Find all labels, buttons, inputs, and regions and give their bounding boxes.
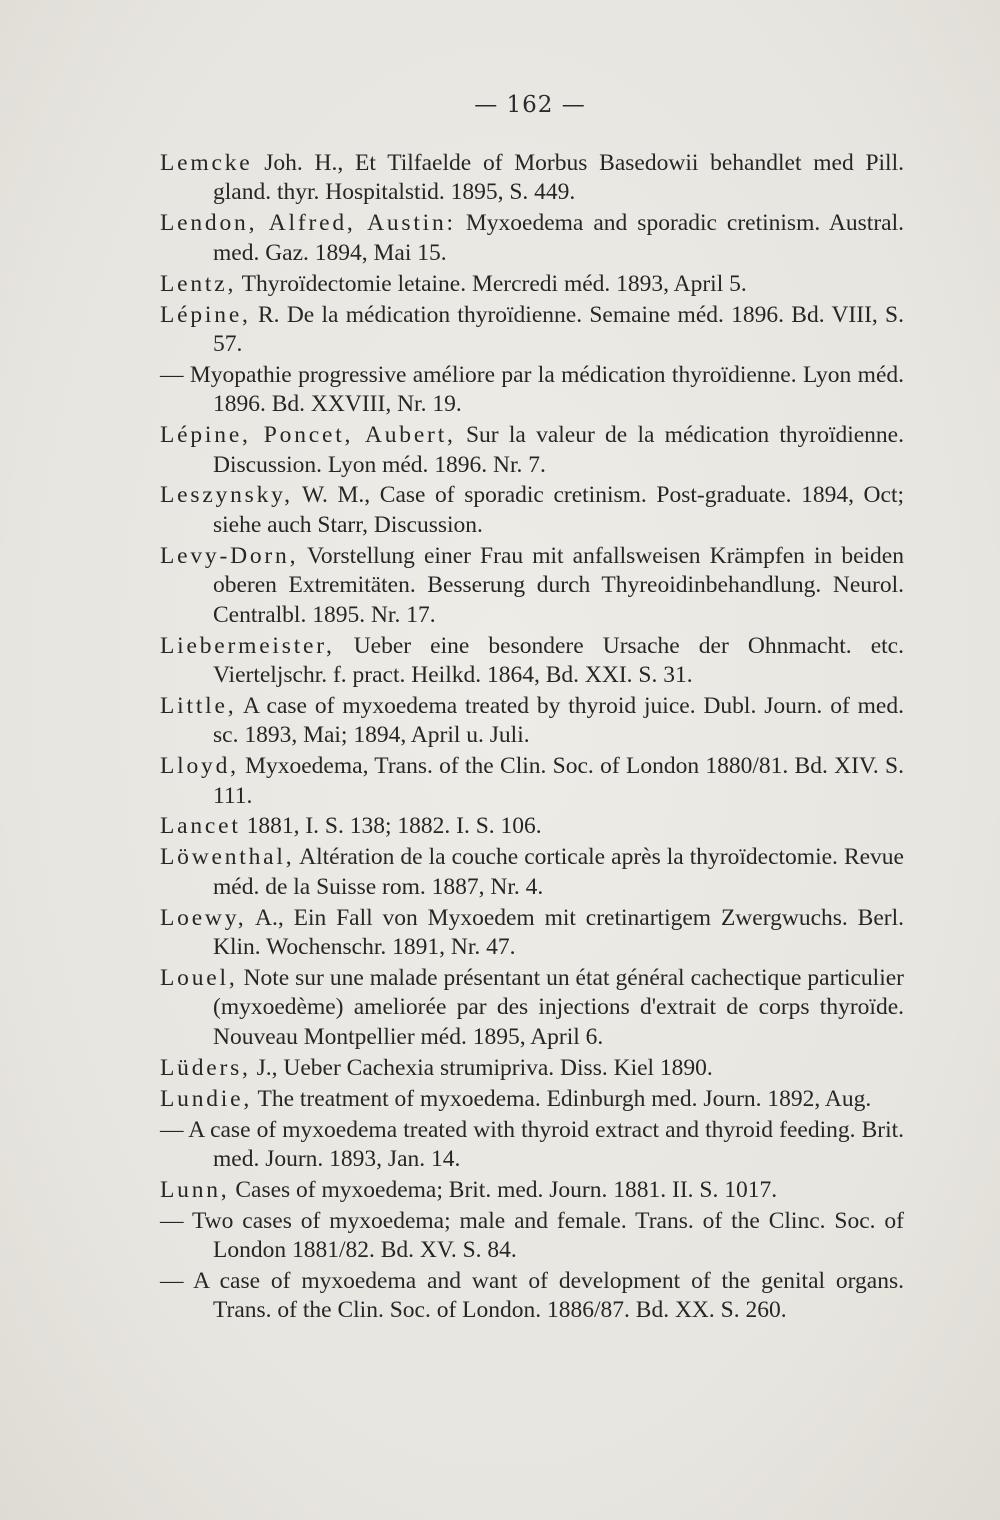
bibliography-entry [160,964,904,1052]
bibliography-entry [160,209,904,268]
entry-author: Lundie, [160,1085,253,1112]
entry-text: W. M., Case of sporadic cretinism. Post-graduate. 1894, Oct; siehe auch Starr, Discussion. [213,482,904,538]
entry-text: Myxoedema and sporadic cretinism. Austral. med. Gaz. 1894, Mai 15. [213,210,904,266]
entry-author: Little, [160,692,237,719]
bibliography-entry [160,1054,904,1083]
entry-text: Note sur une malade présentant un état général cachectique particulier (myxoedème) ameliorée par des injections d'extrait de corps thyroïde. Nouveau Montpellier méd. 1895, April 6. [213,964,904,1050]
entry-text: R. De la médication thyroïdienne. Semaine méd. 1896. Bd. VIII, S. 57. [213,301,904,357]
bibliography-entry [160,904,904,963]
entry-text: Thyroïdectomie letaine. Mercredi méd. 1893, April 5. [236,270,747,297]
entry-author: Löwenthal, [160,844,295,871]
entry-author: Loewy, [160,904,247,931]
entry-text: — A case of myxoedema treated with thyroid extract and thyroid feeding. Brit. med. Journ. 1893, Jan. 14. [160,1116,904,1172]
entry-author: Lancet [160,813,241,840]
bibliography-entry [160,692,904,751]
entry-text: Altération de la couche corticale après la thyroïdectomie. Revue méd. de la Suisse rom. 1887, Nr. 4. [213,844,904,900]
bibliography-entry [160,1176,904,1205]
bibliography-entry [160,1267,904,1326]
bibliography-entry [160,481,904,540]
entry-author: Leszynsky, [160,482,293,509]
bibliography-entry [160,1207,904,1266]
entry-text: — Two cases of myxoedema; male and female. Trans. of the Clinc. Soc. of London 1881/82. Bd. XV. S. 84. [160,1207,904,1264]
entry-text: A., Ein Fall von Myxoedem mit cretinartigem Zwergwuchs. Berl. Klin. Wochenschr. 1891, Nr. 47. [213,904,904,961]
bibliography-entry [160,1116,904,1175]
entry-author: Lemcke [160,150,253,176]
entry-text: The treatment of myxoedema. Edinburgh med. Journ. 1892, Aug. [252,1085,872,1112]
entry-text: Ueber eine besondere Ursache der Ohnmacht. etc. Vierteljschr. f. pract. Heilkd. 1864, Bd. XXI. S. 31. [213,632,904,688]
entry-author: Louel, [160,964,238,991]
bibliography-list [160,149,904,1327]
entry-author: Lépine, [160,301,251,328]
entry-author: Lendon, Alfred, Austin: [160,210,456,237]
bibliography-entry [160,1085,904,1114]
bibliography-entry [160,361,904,420]
bibliography-entry [160,843,904,902]
bibliography-entry [160,301,904,360]
entry-author: Liebermeister, [160,632,335,659]
bibliography-entry [160,270,904,299]
entry-text: Cases of myxoedema; Brit. med. Journ. 1881. II. S. 1017. [229,1176,778,1203]
entry-author: Lépine, Poncet, Aubert, [160,422,456,449]
bibliography-entry [160,812,904,841]
entry-author: Lloyd, [160,753,239,780]
entry-text: Myxoedema, Trans. of the Clin. Soc. of London 1880/81. Bd. XIV. S. 111. [213,753,904,809]
entry-author: Levy-Dorn, [160,542,299,569]
entry-text: Sur la valeur de la médication thyroïdienne. Discussion. Lyon méd. 1896. Nr. 7. [213,422,904,478]
entry-text: J., Ueber Cachexia strumipriva. Diss. Kiel 1890. [250,1054,713,1081]
entry-text: — Myopathie progressive améliore par la médication thyroïdienne. Lyon méd. 1896. Bd. XXVIII, Nr. 19. [160,361,904,418]
bibliography-entry [160,632,904,691]
bibliography-entry [160,421,904,480]
page-number: — 162 — [474,92,586,118]
entry-text: Vorstellung einer Frau mit anfallsweisen Krämpfen in beiden oberen Extremitäten. Besserung durch Thyreoidinbehandlung. Neurol. Centralbl. 1895. Nr. 17. [213,542,904,628]
entry-text: — A case of myxoedema and want of development of the genital organs. Trans. of the Clin. Soc. of London. 1886/87. Bd. XX. S. 260. [160,1268,904,1324]
bibliography-entry [160,149,904,208]
entry-text: Joh. H., Et Tilfaelde of Morbus Basedowii behandlet med Pill. gland. thyr. Hospitalstid. 1895, S. 449. [213,150,904,206]
bibliography-entry [160,752,904,811]
entry-text: A case of myxoedema treated by thyroid juice. Dubl. Journ. of med. sc. 1893, Mai; 1894, April u. Juli. [213,692,904,749]
entry-text: 1881, I. S. 138; 1882. I. S. 106. [240,813,542,840]
bibliography-entry [160,542,904,630]
entry-author: Lunn, [160,1176,230,1203]
entry-author: Lentz, [160,270,237,297]
entry-author: Lüders, [160,1054,251,1081]
